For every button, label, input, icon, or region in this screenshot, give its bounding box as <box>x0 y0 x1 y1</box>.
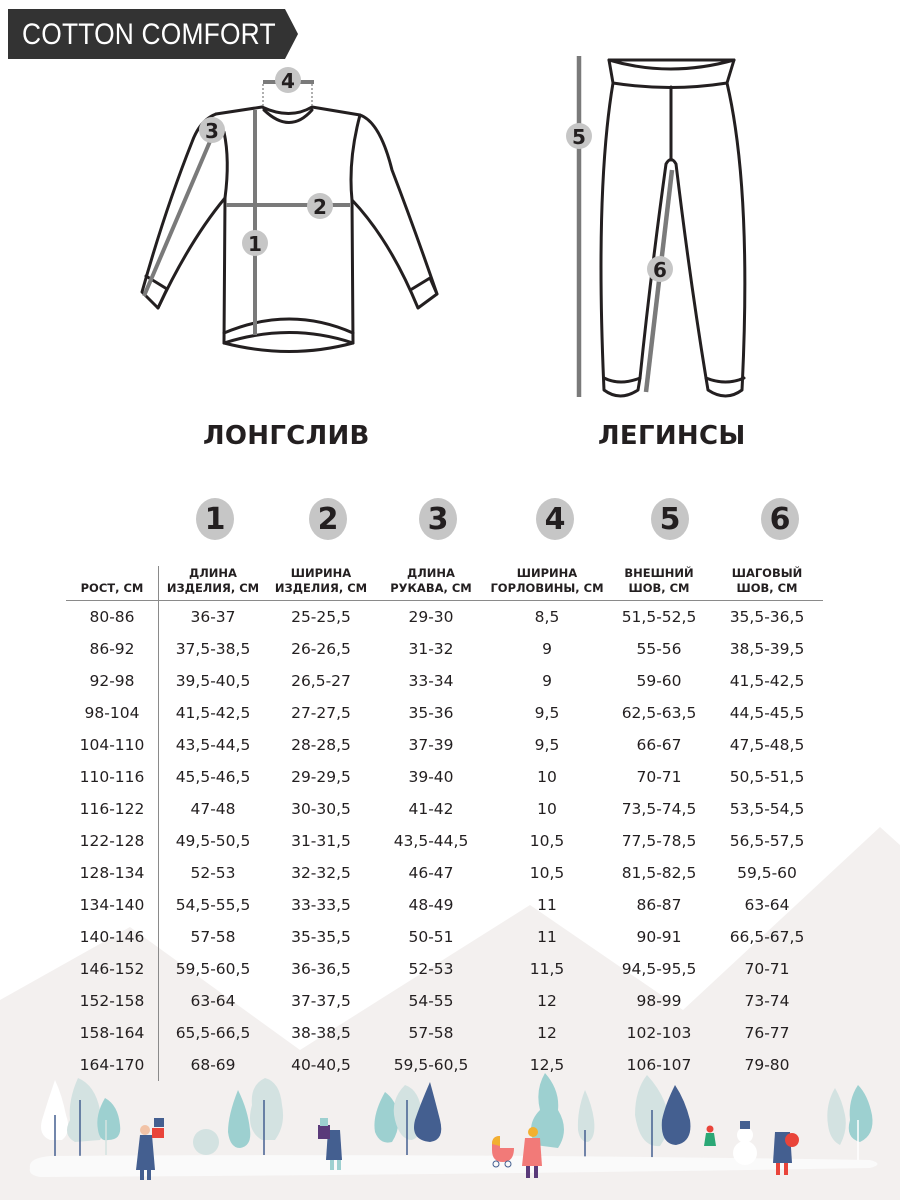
measurement-cell: 35-36 <box>408 704 454 722</box>
measurement-cell: 12 <box>537 992 557 1010</box>
svg-text:5: 5 <box>572 125 586 149</box>
measurement-cell: 49,5-50,5 <box>175 832 251 850</box>
table-body <box>66 601 823 1082</box>
measurement-cell: 68-69 <box>190 1056 236 1074</box>
svg-text:1: 1 <box>248 232 262 256</box>
height-cell: 140-146 <box>66 921 159 953</box>
measurement-cell: 59-60 <box>636 672 682 690</box>
column-number-badge: 4 <box>536 498 574 540</box>
measurement-cell: 35,5-36,5 <box>729 608 805 626</box>
measurement-cell: 45,5-46,5 <box>175 768 251 786</box>
table-header-row <box>66 566 823 601</box>
measurement-cell: 26,5-27 <box>291 672 351 690</box>
measurement-cell: 29-29,5 <box>291 768 351 786</box>
table-row <box>66 1017 823 1049</box>
measurement-cell: 54-55 <box>408 992 454 1010</box>
measurement-cell: 12,5 <box>529 1056 565 1074</box>
measurement-cell: 50,5-51,5 <box>729 768 805 786</box>
measurement-cell: 79-80 <box>744 1056 790 1074</box>
brand-name: COTTON COMFORT <box>22 18 276 51</box>
measurement-cell: 11,5 <box>529 960 565 978</box>
header-inseam: ШАГОВЫЙ ШОВ, СМ <box>711 566 823 601</box>
measurement-cell: 26-26,5 <box>291 640 351 658</box>
table-row <box>66 889 823 921</box>
measurement-cell: 102-103 <box>626 1024 692 1042</box>
table-row <box>66 697 823 729</box>
measurement-cell: 63-64 <box>190 992 236 1010</box>
table-row <box>66 825 823 857</box>
height-cell: 110-116 <box>66 761 159 793</box>
measurement-cell: 55-56 <box>636 640 682 658</box>
header-garment-length: ДЛИНА ИЗДЕЛИЯ, СМ <box>159 566 268 601</box>
column-number-badge: 5 <box>651 498 689 540</box>
measurement-cell: 10,5 <box>529 864 565 882</box>
measurement-cell: 11 <box>537 928 557 946</box>
measurement-cell: 33-33,5 <box>291 896 351 914</box>
table-row <box>66 921 823 953</box>
measurement-cell: 66-67 <box>636 736 682 754</box>
header-height: РОСТ, СМ <box>66 566 159 601</box>
height-cell: 98-104 <box>66 697 159 729</box>
header-garment-width: ШИРИНА ИЗДЕЛИЯ, СМ <box>267 566 375 601</box>
measurement-cell: 40-40,5 <box>291 1056 351 1074</box>
measure-markers <box>199 67 333 256</box>
measurement-cell: 36-36,5 <box>291 960 351 978</box>
leggings-title: ЛЕГИНСЫ <box>598 421 746 451</box>
table-row <box>66 953 823 985</box>
measurement-cell: 63-64 <box>744 896 790 914</box>
measurement-cell: 8,5 <box>534 608 560 626</box>
measurement-cell: 57-58 <box>190 928 236 946</box>
table-row <box>66 761 823 793</box>
height-cell: 122-128 <box>66 825 159 857</box>
measurement-cell: 39-40 <box>408 768 454 786</box>
table-row <box>66 665 823 697</box>
height-cell: 80-86 <box>66 601 159 634</box>
height-cell: 164-170 <box>66 1049 159 1081</box>
height-cell: 158-164 <box>66 1017 159 1049</box>
measurement-cell: 37,5-38,5 <box>175 640 251 658</box>
measurement-cell: 54,5-55,5 <box>175 896 251 914</box>
measurement-cell: 59,5-60,5 <box>175 960 251 978</box>
table-row <box>66 857 823 889</box>
measurement-cell: 70-71 <box>744 960 790 978</box>
svg-text:6: 6 <box>653 258 667 282</box>
measurement-cell: 33-34 <box>408 672 454 690</box>
measurement-cell: 62,5-63,5 <box>621 704 697 722</box>
table-row <box>66 985 823 1017</box>
height-cell: 116-122 <box>66 793 159 825</box>
table-row <box>66 633 823 665</box>
measurement-cell: 10 <box>537 768 557 786</box>
measurement-cell: 98-99 <box>636 992 682 1010</box>
measurement-cell: 57-58 <box>408 1024 454 1042</box>
measurement-cell: 28-28,5 <box>291 736 351 754</box>
height-cell: 146-152 <box>66 953 159 985</box>
measurement-cell: 9,5 <box>534 736 560 754</box>
measurement-cell: 9 <box>542 672 552 690</box>
measurement-cell: 41-42 <box>408 800 454 818</box>
measurement-cell: 37-39 <box>408 736 454 754</box>
column-number-badge: 3 <box>419 498 457 540</box>
measurement-cell: 52-53 <box>190 864 236 882</box>
measurement-cell: 73-74 <box>744 992 790 1010</box>
measurement-cell: 29-30 <box>408 608 454 626</box>
column-number-badge: 6 <box>761 498 799 540</box>
svg-text:4: 4 <box>281 69 295 93</box>
measurement-cell: 12 <box>537 1024 557 1042</box>
winter-scene-illustration <box>0 1060 900 1200</box>
measurement-cell: 39,5-40,5 <box>175 672 251 690</box>
measurement-cell: 35-35,5 <box>291 928 351 946</box>
leggings-diagram <box>540 40 780 410</box>
measurement-cell: 47-48 <box>190 800 236 818</box>
measurement-cell: 31-31,5 <box>291 832 351 850</box>
height-cell: 134-140 <box>66 889 159 921</box>
measurement-cell: 27-27,5 <box>291 704 351 722</box>
measurement-cell: 65,5-66,5 <box>175 1024 251 1042</box>
measurement-cell: 86-87 <box>636 896 682 914</box>
measurement-cell: 77,5-78,5 <box>621 832 697 850</box>
measurement-cell: 36-37 <box>190 608 236 626</box>
measurement-cell: 81,5-82,5 <box>621 864 697 882</box>
svg-text:2: 2 <box>313 195 327 219</box>
height-cell: 128-134 <box>66 857 159 889</box>
measurement-cell: 38,5-39,5 <box>729 640 805 658</box>
longsleeve-title: ЛОНГСЛИВ <box>203 421 370 451</box>
column-number-badge: 1 <box>196 498 234 540</box>
column-number-badge: 2 <box>309 498 347 540</box>
table-row <box>66 729 823 761</box>
measurement-cell: 43,5-44,5 <box>393 832 469 850</box>
measurement-cell: 76-77 <box>744 1024 790 1042</box>
header-neck-width: ШИРИНА ГОРЛОВИНЫ, СМ <box>487 566 607 601</box>
table-row <box>66 601 823 634</box>
height-cell: 152-158 <box>66 985 159 1017</box>
measurement-cell: 41,5-42,5 <box>729 672 805 690</box>
measurement-cell: 37-37,5 <box>291 992 351 1010</box>
measurement-cell: 30-30,5 <box>291 800 351 818</box>
header-sleeve-length: ДЛИНА РУКАВА, СМ <box>375 566 487 601</box>
measurement-cell: 59,5-60 <box>737 864 797 882</box>
measurement-cell: 47,5-48,5 <box>729 736 805 754</box>
measurement-cell: 46-47 <box>408 864 454 882</box>
measurement-cell: 106-107 <box>626 1056 692 1074</box>
measurement-cell: 11 <box>537 896 557 914</box>
longsleeve-diagram <box>130 60 450 370</box>
measurement-cell: 41,5-42,5 <box>175 704 251 722</box>
measurement-cell: 10 <box>537 800 557 818</box>
table-row <box>66 1049 823 1081</box>
measurement-cell: 9 <box>542 640 552 658</box>
measurement-cell: 94,5-95,5 <box>621 960 697 978</box>
header-outer-seam: ВНЕШНИЙ ШОВ, СМ <box>607 566 711 601</box>
measurement-cell: 48-49 <box>408 896 454 914</box>
measurement-cell: 9,5 <box>534 704 560 722</box>
measurement-cell: 66,5-67,5 <box>729 928 805 946</box>
measurement-cell: 52-53 <box>408 960 454 978</box>
measurement-cell: 50-51 <box>408 928 454 946</box>
table-row <box>66 793 823 825</box>
svg-text:3: 3 <box>205 119 219 143</box>
height-cell: 86-92 <box>66 633 159 665</box>
measurement-cell: 31-32 <box>408 640 454 658</box>
measurement-cell: 56,5-57,5 <box>729 832 805 850</box>
measurement-cell: 43,5-44,5 <box>175 736 251 754</box>
measurement-cell: 38-38,5 <box>291 1024 351 1042</box>
height-cell: 92-98 <box>66 665 159 697</box>
measurement-cell: 44,5-45,5 <box>729 704 805 722</box>
measurement-cell: 73,5-74,5 <box>621 800 697 818</box>
measurement-cell: 25-25,5 <box>291 608 351 626</box>
measurement-cell: 90-91 <box>636 928 682 946</box>
size-table <box>66 566 823 1081</box>
measurement-cell: 59,5-60,5 <box>393 1056 469 1074</box>
measurement-cell: 70-71 <box>636 768 682 786</box>
measurement-cell: 32-32,5 <box>291 864 351 882</box>
measurement-cell: 10,5 <box>529 832 565 850</box>
height-cell: 104-110 <box>66 729 159 761</box>
measurement-cell: 51,5-52,5 <box>621 608 697 626</box>
measurement-cell: 53,5-54,5 <box>729 800 805 818</box>
